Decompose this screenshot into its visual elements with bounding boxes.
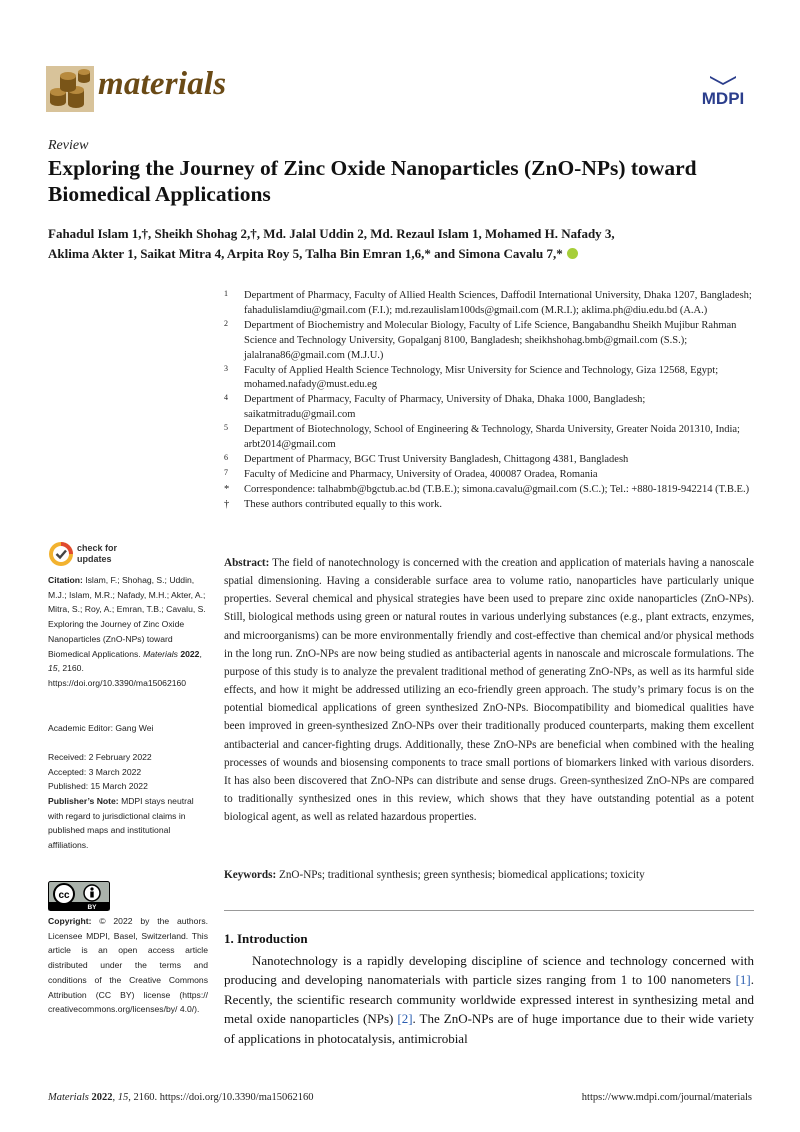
affiliation-text: Faculty of Applied Health Science Technology, Misr University for Science and Technology, Giza 12568, Egypt; mohamed.nafady@must.edu.eg — [244, 364, 719, 391]
footer-journal: Materials — [48, 1092, 89, 1103]
received-date: Received: 2 February 2022 — [48, 752, 152, 762]
publisher-note — [48, 794, 208, 853]
dagger-symbol: † — [224, 498, 230, 510]
check-line-1: check for — [77, 543, 118, 553]
footer-doi[interactable]: , 2160. https://doi.org/10.3390/ma15062160 — [128, 1092, 314, 1103]
check-line-2: updates — [77, 554, 112, 564]
affiliation-text: Department of Pharmacy, Faculty of Pharmacy, University of Dhaka, Dhaka 1000, Bangladesh; saikatmitradu@gmail.com — [244, 394, 646, 421]
authors-line-2-text: Aklima Akter 1, Saikat Mitra 4, Arpita Roy 5, Talha Bin Emran 1,6,* and Simona Cavalu 7,* — [48, 246, 563, 261]
affiliation-number: 5 — [224, 423, 228, 433]
abstract-text: The field of nanotechnology is concerned with the creation and application of materials having a nanoscale spatial dimensioning. Having a considerable surface area to volume ratio, nanoparticles have particularly unique properties. Several chemical and physical strategies have been used to prepare zinc oxide nanoparticles (ZnO-NPs). Still, biological methods using green or natural routes in various underlying substances (e.g., plant extracts, enzymes, and microorganisms) can be more environmentally friendly and cost-effective than chemical and/or physical methods in the long run. ZnO-NPs are now being studied as antibacterial agents in nanoscale and microscale formulations. The purpose of this study is to analyze the prevalent traditional method of generating ZnO-NPs, as well as its harmful side effects, and how it might be addressed utilizing an eco-friendly green approach. The study’s primary focus is on the potential biomedical applications of green synthesized ZnO-NPs. Biocompatibility and biomedical qualities have been improved in green-synthesized ZnO-NPs over their traditionally produced counterparts, making them excellent antibacterial and cancer-fighting drugs. Additionally, these ZnO-NPs are beneficial when combined with the healing processes of wounds and biosensing components to trace small portions of biomarkers linked with various disorders. It has also been discovered that ZnO-NPs can distribute and sense drugs. Green-synthesized ZnO-NPs are compared to traditionally synthesized ones in this review, which shows that they have outstanding potential as a potent biological agent, as well as related hazardous properties. — [224, 557, 754, 824]
equal-contribution-note — [224, 498, 754, 513]
abstract — [224, 554, 754, 826]
affiliation-number: 1 — [224, 289, 228, 298]
affiliation-item — [224, 423, 754, 453]
authors-line-1-text: Fahadul Islam 1,†, Sheikh Shohag 2,†, Md. Jalal Uddin 2, Md. Rezaul Islam 1, Mohamed H. Nafady 3, — [48, 226, 615, 241]
correspondence — [224, 483, 754, 498]
check-for-updates-icon — [48, 541, 74, 567]
affiliations — [224, 289, 754, 513]
citation-year: 2022 — [180, 648, 200, 659]
cc-license-text: BY — [87, 904, 97, 911]
citation-text: Islam, F.; Shohag, S.; Uddin, M.J.; Islam, M.R.; Nafady, M.H.; Akter, A.; Mitra, S.; Roy, A.; Emran, T.B.; Cavalu, S. Exploring the Journey of Zinc Oxide Nanoparticles (ZnO-NPs) toward Biomedical Applications. — [48, 575, 206, 659]
mdpi-logo-icon[interactable] — [694, 74, 752, 108]
affiliation-item — [224, 319, 754, 364]
academic-editor: Academic Editor: Gang Wei — [48, 723, 154, 733]
reference-link[interactable]: [1] — [735, 972, 751, 988]
author-line-2 — [48, 244, 748, 264]
citation-journal: Materials — [143, 648, 178, 659]
affiliation-number: 2 — [224, 318, 228, 328]
creative-commons-by-icon[interactable] — [48, 881, 110, 911]
affiliation-item — [224, 364, 754, 394]
affiliation-number: 3 — [224, 363, 228, 373]
affiliation-text: Faculty of Medicine and Pharmacy, University of Oradea, 400087 Oradea, Romania — [244, 468, 598, 480]
keywords-label: Keywords: — [224, 869, 277, 881]
materials-journal-logo-icon — [46, 66, 94, 112]
keywords — [224, 866, 754, 884]
mdpi-logo-text: MDPI — [701, 89, 745, 108]
author-list — [48, 224, 748, 264]
svg-text:cc: cc — [58, 890, 70, 901]
affiliation-text: Department of Biotechnology, School of Engineering & Technology, Sharda University, Greater Noida 201310, India; arbt2014@gmail.com — [244, 424, 740, 451]
article-title: Exploring the Journey of Zinc Oxide Nanoparticles (ZnO-NPs) toward Biomedical Applications — [48, 156, 697, 206]
footer-volume: 15 — [117, 1092, 129, 1103]
footer-year: 2022 — [91, 1092, 113, 1103]
intro-text-2: . Recently, the scientific research community worldwide expressed interest in synthesizing metal and metal oxide nanoparticles (NPs) — [224, 972, 755, 1027]
copyright-text: © 2022 by the authors. Licensee MDPI, Basel, Switzerland. This article is an open access article distributed under the terms and conditions of the Creative Commons Attribution (CC BY) license (https:// creativecommons.org/licenses/by/ 4.0/). — [48, 916, 209, 1015]
citation-label: Citation: — [48, 575, 83, 585]
section-heading: 1. Introduction — [224, 931, 308, 946]
abstract-label: Abstract: — [224, 557, 270, 569]
reference-link[interactable]: [2] — [397, 1011, 413, 1027]
affiliation-item — [224, 289, 754, 319]
affiliation-text: Department of Biochemistry and Molecular Biology, Faculty of Life Science, Bangabandhu Sheikh Mujibur Rahman Science and Technology University, Gopalganj 8100, Bangladesh; sheikhshohag.bmb@gmail.com (S.S.); jalalrana86@gmail.com (M.J.U.) — [244, 319, 737, 361]
introduction-paragraph — [224, 951, 754, 1048]
correspondence-text: Correspondence: talhabmb@bgctub.ac.bd (T.B.E.); simona.cavalu@gmail.com (S.C.); Tel.: +880-1819-942214 (T.B.E.) — [244, 483, 750, 495]
publisher-note-label: Publisher’s Note: — [48, 796, 119, 806]
article-type: Review — [48, 138, 89, 153]
copyright-label: Copyright: — [48, 916, 92, 926]
affiliation-number: 4 — [224, 393, 228, 403]
intro-text-1: Nanotechnology is a rapidly developing discipline of science and technology concerned with producing and developing nanomaterials with particle sizes ranging from 1 to 100 nanometers — [224, 953, 754, 988]
footer-journal-url[interactable]: https://www.mdpi.com/journal/materials — [581, 1092, 752, 1103]
author-line-1 — [48, 224, 748, 244]
publication-dates — [48, 750, 208, 794]
affiliation-text: Department of Pharmacy, BGC Trust University Bangladesh, Chittagong 4381, Bangladesh — [244, 453, 629, 465]
orcid-icon[interactable] — [567, 248, 578, 259]
check-for-updates-label — [77, 543, 117, 565]
intro-text-3: . The ZnO-NPs are of huge importance due to their wide variety of applications in photocatalysis, antimicrobial — [224, 1011, 755, 1046]
check-for-updates-button[interactable] — [48, 540, 128, 572]
citation-block: Citation: Islam, F.; Shohag, S.; Uddin, M.J.; Islam, M.R.; Nafady, M.H.; Akter, A.; Mitra, S.; Roy, A.; Emran, T.B.; Cavalu, S. Exploring the Journey of Zinc Oxide Nanoparticles (ZnO-NPs) toward Biomedical Applications. Materials 2022, 15, 2160. https://doi.org/10.3390/ma15062160 — [48, 575, 206, 688]
keywords-text: ZnO-NPs; traditional synthesis; green synthesis; biomedical applications; toxicity — [279, 869, 645, 881]
journal-name: materials — [98, 66, 227, 102]
footer-citation: Materials 2022, 15, 2160. https://doi.org/10.3390/ma15062160 — [48, 1092, 314, 1103]
citation-doi[interactable]: , 2160. https://doi.org/10.3390/ma15062160 — [48, 663, 187, 688]
affiliation-item — [224, 453, 754, 468]
accepted-date: Accepted: 3 March 2022 — [48, 766, 142, 777]
section-divider — [224, 910, 754, 911]
affiliation-text: Department of Pharmacy, Faculty of Allied Health Sciences, Daffodil International University, Dhaka 1207, Bangladesh; fahadulislamdiu@gmail.com (F.I.); md.rezaulislam100ds@gmail.com (M.R.I.); aklima.ph@diu.edu.bd (A.A.) — [244, 290, 752, 316]
published-date: Published: 15 March 2022 — [48, 781, 148, 792]
copyright-block — [48, 914, 208, 1017]
affiliation-item — [224, 393, 754, 423]
affiliation-number: 7 — [224, 467, 228, 477]
equal-contribution-text: These authors contributed equally to this work. — [244, 498, 442, 510]
correspondence-symbol: * — [224, 483, 230, 495]
affiliation-item — [224, 468, 754, 483]
publisher-note-text: MDPI stays neutral with regard to jurisdictional claims in published maps and institutional affiliations. — [48, 796, 194, 851]
affiliation-number: 6 — [224, 452, 228, 462]
citation-volume: 15 — [48, 663, 58, 674]
